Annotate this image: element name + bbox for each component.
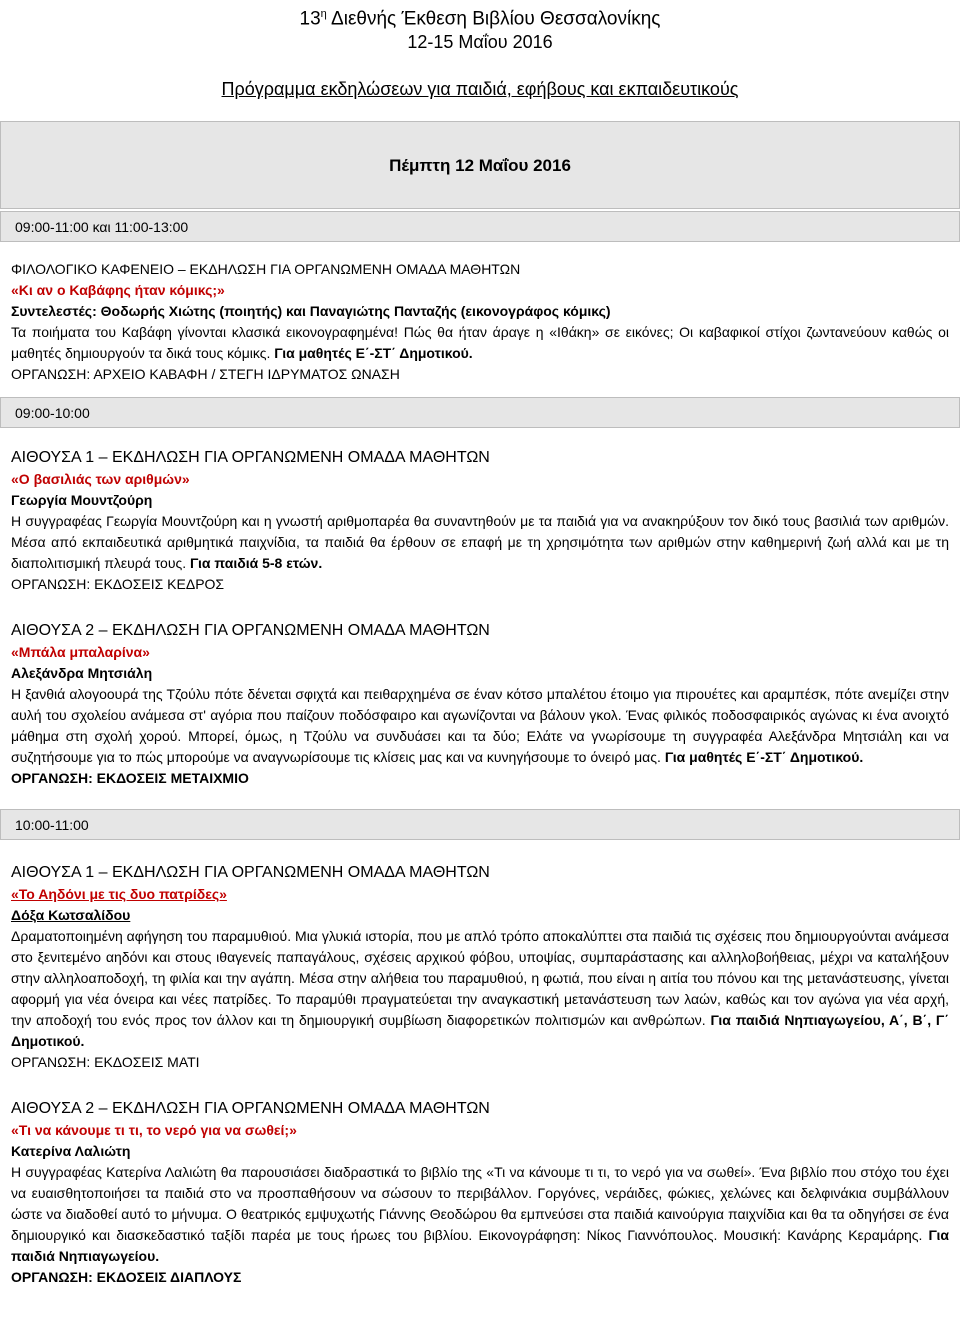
event-description: Η συγγραφέας Κατερίνα Λαλιώτη θα παρουσιάσει διαδραστικά το βιβλίο της «Τι να κάνουμε τι τι, το νερό για να σωθεί». Ένα βιβλίο που στόχο του έχει να ευαισθητοποιήσει τα παιδιά στο να προσπαθήσουν να σώσουν το περιβάλλον. Γοργόνες, νεράιδες, φώκιες, χελώνες και δελφινάκια συμβάλλουν ώστε να διαδοθεί αυτό το μήνυμα. Ο θεατρικός εμψυχωτής Γιάννης Θεοδώρου θα εμπνεύσει στα παιδιά καινούργια παιχνίδια και θα τα οδηγήσει σε ένα δημιουργικό και διασκεδαστικό ταξίδι παρέα με τους ήρωες του βιβλίου. Εικονογράφηση: Νίκος Γιαννόπουλος. Μουσική: Κανάρης Κεραμάρης. Για παιδιά Νηπιαγωγείου. bbox=[11, 1164, 949, 1265]
header bbox=[0, 0, 960, 100]
event-authors: Γεωργία Μουντζούρη bbox=[11, 492, 153, 509]
event-title: «Το Αηδόνι με τις δυο πατρίδες» bbox=[11, 886, 227, 903]
event-organizer: ΟΡΓΑΝΩΣΗ: ΕΚΔΟΣΕΙΣ ΜΕΤΑΙΧΜΙΟ bbox=[11, 770, 249, 787]
event-audience: Για παιδιά Νηπιαγωγείου, Α΄, Β΄, Γ΄ Δημοτικού. bbox=[11, 1012, 949, 1050]
event-room: ΑΙΘΟΥΣΑ 1 – ΕΚΔΗΛΩΣΗ ΓΙΑ ΟΡΓΑΝΩΜΕΝΗ ΟΜΑΔΑ ΜΑΘΗΤΩΝ bbox=[11, 449, 490, 467]
event-audience: Για μαθητές Ε΄-ΣΤ΄ Δημοτικού. bbox=[274, 345, 473, 362]
event-description: Τα ποιήματα του Καβάφη γίνονται κλασικά εικονογραφημένα! Πώς θα ήταν άραγε η «Ιθάκη» σε εικόνες; Οι καβαφικοί στίχοι ζωντανεύουν καθώς οι μαθητές δημιουργούν τα δικά τους κόμικς. Για μαθητές Ε΄-ΣΤ΄ Δημοτικού. bbox=[11, 324, 949, 362]
event-nightingale bbox=[11, 862, 949, 1073]
title-superscript: η bbox=[320, 8, 327, 20]
event-description: Η ξανθιά αλογοουρά της Τζούλυ πότε δένεται σφιχτά και πειθαρχημένα σε έναν κότσο μπαλέτου έτοιμο για πιρουέτες και αραμπέσκ, πότε ανεμίζει στην αυλή του σχολείου ανάμεσα στ' αγόρια που παίζουν ποδόσφαιρο και αγωνίζονται να βάλουν γκολ. Ένας φιλικός ποδοσφαιρικός αγώνας κι ένα ανοιχτό μάθημα στη σχολή χορού. Μπορεί, όμως, η Τζούλυ να συνδυάσει και τα δύο; Ελάτε να γνωρίσουμε τη συγγραφέα Αλεξάνδρα Μητσιάλη και να συζητήσουμε για το πώς μπορούμε να αναγνωρίσουμε τις κλίσεις μας και να κυνηγήσουμε το όνειρό μας. Για μαθητές Ε΄-ΣΤ΄ Δημοτικού. bbox=[11, 686, 949, 766]
event-audience: Για παιδιά 5-8 ετών. bbox=[190, 555, 323, 572]
programme-title: Πρόγραμμα εκδηλώσεων για παιδιά, εφήβους και εκπαιδευτικούς bbox=[221, 79, 739, 100]
event-description: Η συγγραφέας Γεωργία Μουντζούρη και η γνωστή αριθμοπαρέα θα συναντηθούν με τα παιδιά για να ανακηρύξουν τον δικό τους βασιλιά των αριθμών. Μέσα από εκπαιδευτικά αριθμητικά παιχνίδια, τα παιδιά θα έρθουν σε επαφή με τη χρησιμότητα των αριθμών στην καθημερινή ζωή αλλά και με τη διαπολιτισμική πλευρά τους. Για παιδιά 5-8 ετών. bbox=[11, 513, 949, 572]
event-room: ΑΙΘΟΥΣΑ 2 – ΕΚΔΗΛΩΣΗ ΓΙΑ ΟΡΓΑΝΩΜΕΝΗ ΟΜΑΔΑ ΜΑΘΗΤΩΝ bbox=[11, 1100, 490, 1118]
event-title: «Τι να κάνουμε τι τι, το νερό για να σωθεί;» bbox=[11, 1122, 297, 1139]
event-room: ΦΙΛΟΛΟΓΙΚΟ ΚΑΦΕΝΕΙΟ – ΕΚΔΗΛΩΣΗ ΓΙΑ ΟΡΓΑΝΩΜΕΝΗ ΟΜΑΔΑ ΜΑΘΗΤΩΝ bbox=[11, 261, 521, 278]
event-title: «Ο βασιλιάς των αριθμών» bbox=[11, 471, 190, 488]
day-heading: Πέμπτη 12 Μαΐου 2016 bbox=[0, 121, 960, 209]
event-room: ΑΙΘΟΥΣΑ 1 – ΕΚΔΗΛΩΣΗ ΓΙΑ ΟΡΓΑΝΩΜΕΝΗ ΟΜΑΔΑ ΜΑΘΗΤΩΝ bbox=[11, 864, 490, 882]
event-description: Δραματοποιημένη αφήγηση του παραμυθιού. Μια γλυκιά ιστορία, που με απλό τρόπο αποκαλύπτει στα παιδιά τις σχέσεις που δημιουργούνται ανάμεσα στο ξενιτεμένο αηδόνι και στους ιθαγενείς παπαγάλους, σχέσεις αρχικού φόβου, υποψίας, συμπαράστασης και αλληλοβοήθειας, μέχρι να καταλήξουν στην αλληλοαποδοχή, τη φιλία και την αγάπη. Μέσα στην αλήθεια του παραμυθιού, η φωτιά, που είναι η αιτία του πόνου και της μετανάστευσης, γίνεται αφορμή για νέα όνειρα και νέες πατρίδες. Το παραμύθι πραγματεύεται την αναγκαστική μετανάστευση των λαών, καθώς και τον αγώνα για νέα αρχή, την αποδοχή του ενός προς τον άλλον και τη δημιουργική συμβίωση διαφορετικών πολιτισμών και ανθρώπων. Για παιδιά Νηπιαγωγείου, Α΄, Β΄, Γ΄ Δημοτικού. bbox=[11, 928, 949, 1050]
event-audience: Για μαθητές Ε΄-ΣΤ΄ Δημοτικού. bbox=[664, 749, 864, 766]
time-slot-1: 09:00-10:00 bbox=[0, 397, 960, 428]
event-organizer: ΟΡΓΑΝΩΣΗ: ΕΚΔΟΣΕΙΣ ΔΙΑΠΛΟΥΣ bbox=[11, 1269, 242, 1286]
event-water bbox=[11, 1098, 949, 1288]
event-numbers-king bbox=[11, 447, 949, 595]
event-authors: Δόξα Κωτσαλίδου bbox=[11, 907, 131, 924]
event-organizer: ΟΡΓΑΝΩΣΗ: ΕΚΔΟΣΕΙΣ ΚΕΔΡΟΣ bbox=[11, 576, 225, 593]
event-authors: Κατερίνα Λαλιώτη bbox=[11, 1143, 131, 1160]
event-title: «Μπάλα μπαλαρίνα» bbox=[11, 644, 150, 661]
event-organizer: ΟΡΓΑΝΩΣΗ: ΑΡΧΕΙΟ ΚΑΒΑΦΗ / ΣΤΕΓΗ ΙΔΡΥΜΑΤΟΣ ΩΝΑΣΗ bbox=[11, 366, 400, 383]
fair-dates: 12-15 Μαΐου 2016 bbox=[407, 32, 553, 53]
fair-title bbox=[0, 0, 960, 30]
event-organizer: ΟΡΓΑΝΩΣΗ: ΕΚΔΟΣΕΙΣ ΜΑΤΙ bbox=[11, 1054, 200, 1071]
event-authors: Συντελεστές: Θοδωρής Χιώτης (ποιητής) και Παναγιώτης Πανταζής (εικονογράφος κόμικς) bbox=[11, 303, 611, 320]
title-number: 13 bbox=[299, 8, 321, 30]
time-slot-0: 09:00-11:00 και 11:00-13:00 bbox=[0, 211, 960, 242]
event-ballerina bbox=[11, 620, 949, 789]
event-room: ΑΙΘΟΥΣΑ 2 – ΕΚΔΗΛΩΣΗ ΓΙΑ ΟΡΓΑΝΩΜΕΝΗ ΟΜΑΔΑ ΜΑΘΗΤΩΝ bbox=[11, 622, 490, 640]
time-slot-2: 10:00-11:00 bbox=[0, 809, 960, 840]
title-text: Διεθνής Έκθεση Βιβλίου Θεσσαλονίκης bbox=[326, 8, 661, 30]
event-audience: Για παιδιά Νηπιαγωγείου. bbox=[11, 1227, 949, 1265]
event-title: «Κι αν ο Καβάφης ήταν κόμικς;» bbox=[11, 282, 225, 299]
event-authors: Αλεξάνδρα Μητσιάλη bbox=[11, 665, 153, 682]
event-cavafy bbox=[11, 259, 949, 385]
